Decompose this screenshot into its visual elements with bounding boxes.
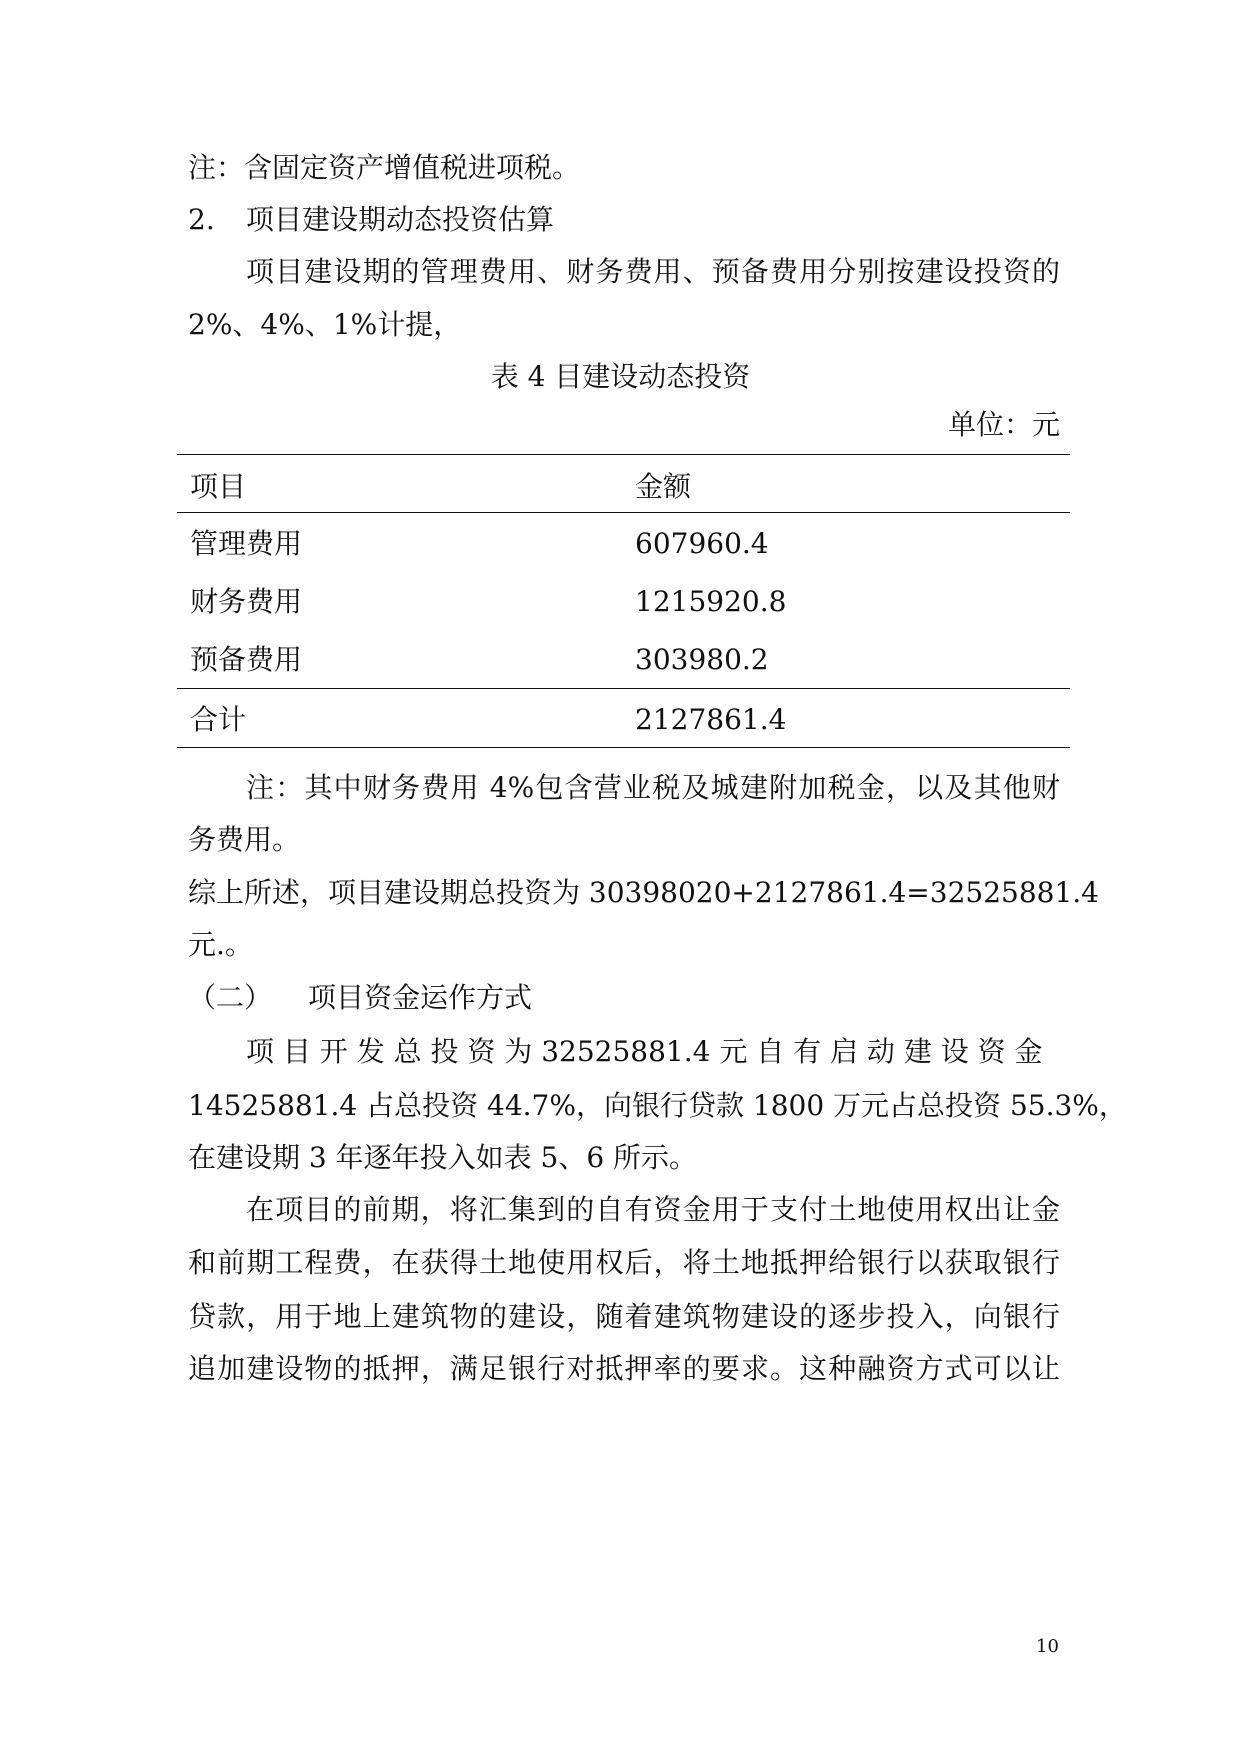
section-heading [188, 978, 1060, 1018]
paragraph-line: 项 目 开 发 总 投 资 为 32525881.4 元 自 有 启 动 建 设 资 金 [246, 1035, 1043, 1068]
subsection-number: 2. [188, 203, 215, 236]
paragraph-line: 在建设期 3 年逐年投入如表 5、6 所示。 [188, 1141, 698, 1174]
table-unit: 单位：元 [947, 408, 1060, 441]
table-caption: 表 4 目建设动态投资 [490, 360, 751, 393]
table-bottom-rule [177, 747, 1070, 748]
note-financial-cost-cont: 务费用。 [188, 823, 301, 856]
paragraph-line: 项目建设期的管理费用、财务费用、预备费用分别按建设投资的 [246, 255, 1060, 288]
paragraph-line: 贷款，用于地上建筑物的建设，随着建筑物建设的逐步投入，向银行 [188, 1300, 1060, 1333]
subsection-heading [188, 200, 1060, 240]
table-top-rule [177, 454, 1070, 455]
summary-line-cont: 元.。 [188, 928, 253, 961]
table-row-label: 管理费用 [190, 527, 303, 560]
note-financial-cost: 注：其中财务费用 4%包含营业税及城建附加税金，以及其他财 [246, 771, 1060, 804]
table-header-amount: 金额 [635, 470, 692, 503]
paragraph-line: 2%、4%、1%计提， [188, 308, 462, 341]
paragraph-line: 追加建设物的抵押，满足银行对抵押率的要求。这种融资方式可以让 [188, 1352, 1060, 1385]
note-fixed-assets: 注：含固定资产增值税进项税。 [188, 151, 581, 184]
paragraph-line: 在项目的前期，将汇集到的自有资金用于支付土地使用权出让金 [246, 1193, 1060, 1226]
table-row-label: 财务费用 [190, 585, 303, 618]
paragraph-line: 14525881.4 占总投资 44.7%，向银行贷款 1800 万元占总投资 55.3%， [188, 1089, 1127, 1122]
table-header-rule [177, 512, 1070, 513]
page-number: 10 [1036, 1636, 1059, 1657]
table-row-value: 607960.4 [635, 527, 769, 560]
section-title: 项目资金运作方式 [308, 981, 533, 1014]
table-row-label: 预备费用 [190, 643, 303, 676]
table-header-item: 项目 [190, 470, 247, 503]
summary-line: 综上所述，项目建设期总投资为 30398020+2127861.4=32525881.4 [188, 876, 1099, 909]
subsection-title: 项目建设期动态投资估算 [246, 203, 555, 236]
table-total-value: 2127861.4 [635, 703, 787, 736]
paragraph-line: 和前期工程费，在获得土地使用权后，将土地抵押给银行以获取银行 [188, 1246, 1060, 1279]
table-total-rule [177, 688, 1070, 689]
section-number: （二） [188, 981, 273, 1014]
table-row-value: 1215920.8 [635, 585, 787, 618]
table-total-label: 合计 [190, 703, 247, 736]
table-row-value: 303980.2 [635, 643, 769, 676]
